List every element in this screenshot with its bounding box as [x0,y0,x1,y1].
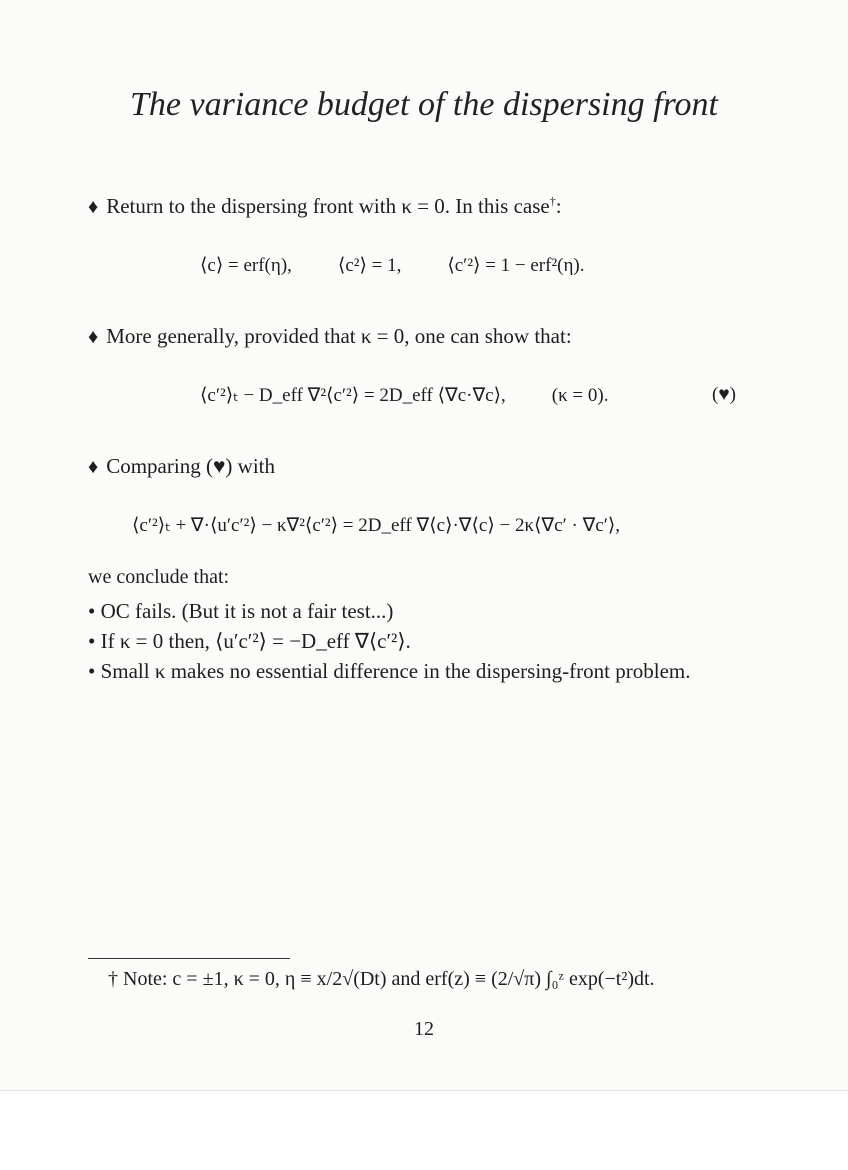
equation-3: ⟨c′²⟩ₜ + ∇·⟨u′c′²⟩ − κ∇²⟨c′²⟩ = 2D_eff ∇⟨c⟩·∇⟨c⟩ − 2κ⟨∇c′ · ∇c′⟩, [132,515,621,536]
equation-2 [200,384,608,407]
equation-2-condition: (κ = 0). [551,385,609,406]
footnote-divider [88,958,290,959]
list-item: • If κ = 0 then, ⟨u′c′²⟩ = −D_eff ∇⟨c′²⟩. [88,629,411,653]
section-1 [88,194,562,219]
section-3 [88,454,275,479]
footnote-mark: † [549,194,556,208]
equation-1a: ⟨c⟩ = erf(η), [200,255,292,276]
section-2-text: More generally, provided that κ = 0, one can show that: [106,324,572,348]
list-item: • Small κ makes no essential difference in the dispersing-front problem. [88,659,691,683]
equation-1c: ⟨c′²⟩ = 1 − erf²(η). [447,255,585,276]
section-1-text: Return to the dispersing front with κ = 0. In this case [106,194,550,218]
conclusion-list [88,596,690,686]
scan-margin [0,1090,848,1170]
page-number: 12 [414,1018,434,1040]
equation-1b: ⟨c²⟩ = 1, [337,255,402,276]
section-1-trail: : [555,194,562,218]
diamond-bullet-icon: ♦ [88,196,99,218]
section-2 [88,324,572,349]
equation-2-tag: (♥) [712,384,736,405]
equation-2-body: ⟨c′²⟩ₜ − D_eff ∇²⟨c′²⟩ = 2D_eff ⟨∇c·∇c⟩, [200,385,506,406]
page-title: The variance budget of the dispersing front [129,86,718,123]
footnote: † Note: c = ±1, κ = 0, η ≡ x/2√(Dt) and erf(z) ≡ (2/√π) ∫₀ᶻ exp(−t²)dt. [108,968,655,990]
conclusion-intro: we conclude that: [88,566,230,588]
diamond-bullet-icon: ♦ [88,456,99,478]
section-3-text: Comparing (♥) with [106,454,275,478]
list-item: • OC fails. (But it is not a fair test...) [88,599,394,623]
equation-1 [200,254,585,277]
diamond-bullet-icon: ♦ [88,326,99,348]
